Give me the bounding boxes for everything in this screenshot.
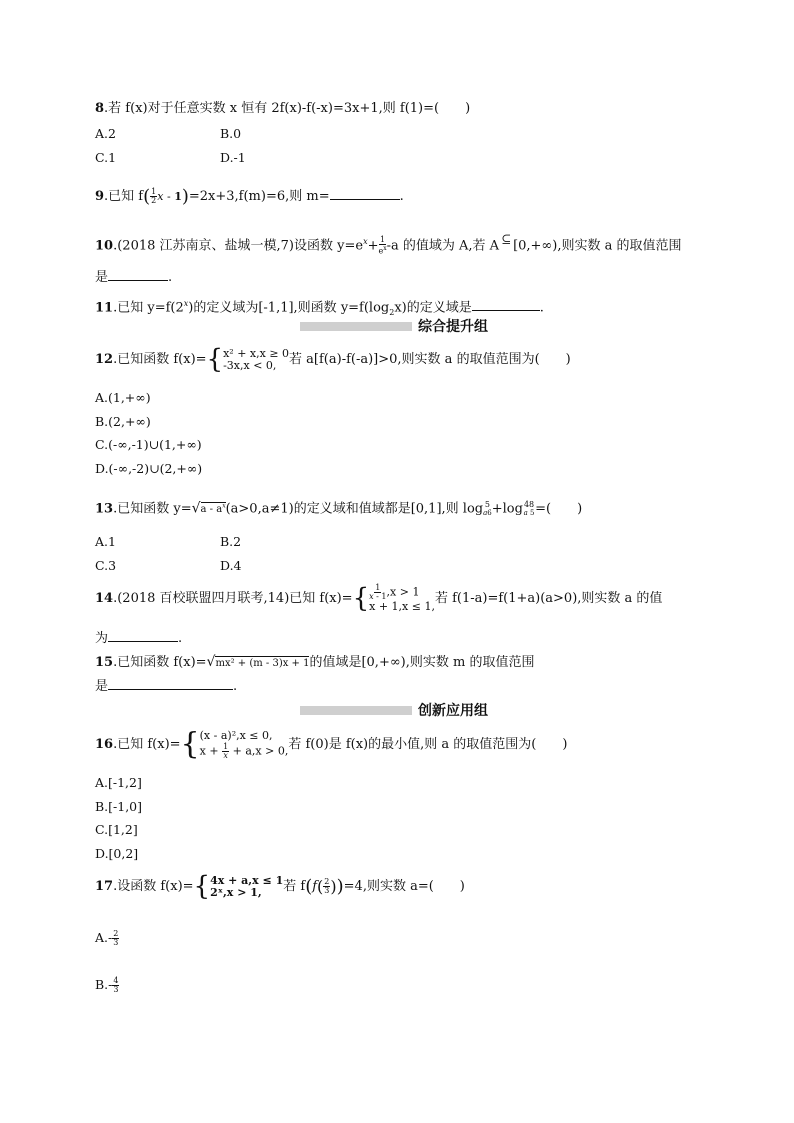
option-c: C.3 — [95, 558, 117, 573]
question-text-tail: 若 a[f(a)-f(-a)]>0,则实数 a 的取值范围为( ) — [289, 352, 571, 367]
square-root: mx² + (m - 3)x + 1 — [215, 658, 310, 669]
question-text: .已知 f(x)= — [113, 737, 181, 752]
option-d: D.(-∞,-2)∪(2,+∞) — [95, 461, 203, 476]
section-title: 综合提升组 — [418, 319, 488, 335]
piecewise-cases: 4x + a,x ≤ 1 2ˣ,x > 1, — [210, 873, 284, 899]
question-text-tail: =2x+3,f(m)=6,则 m= — [188, 189, 330, 204]
option-b: B.2 — [220, 534, 242, 549]
option-a: A.- $\frac{2}{3}$ — [95, 929, 119, 947]
question-8 — [95, 101, 470, 117]
question-number: 15 — [95, 655, 114, 670]
question-text-tail: 的值域是[0,+∞),则实数 m 的取值范围 — [309, 655, 535, 670]
option-b: B.- $\frac{4}{3}$ — [95, 976, 119, 994]
answer-blank[interactable] — [108, 629, 178, 642]
section-header-innovation — [300, 700, 488, 720]
answer-blank[interactable] — [330, 187, 400, 200]
question-text-tail: 若 f(0)是 f(x)的最小值,则 a 的取值范围为( ) — [288, 737, 568, 752]
question-11: 11.已知 $y=f(2^x)$的定义域为[-1,1],则函数 $y=f(\log_2x)$的定义域是 . — [95, 299, 544, 317]
option-d: D.4 — [220, 558, 242, 573]
question-number: 8 — [95, 101, 105, 116]
fraction-one-half: $\frac{1}{2}$ — [151, 187, 157, 205]
question-number: 12 — [95, 352, 114, 367]
question-text: .已知函数 f(x)= — [113, 352, 207, 367]
question-number: 14 — [95, 591, 114, 606]
question-12: 12.已知函数 f(x)={ x² + x,x ≥ 0 -3x,x < 0, 若 a[f(a)-f(-a)]>0,则实数 a 的取值范围为( ) — [95, 344, 571, 375]
question-14: 14.(2018 百校联盟四月联考,14)已知 f(x)={ $\frac{1}{x - 1}$ ,x > 1 x + 1,x ≤ 1, 若 f(1-a)=f(1+a)(a>0),则实数 a 的值 — [95, 583, 663, 614]
option-b: B.0 — [220, 126, 242, 141]
question-text-tail: =4,则实数 a=( ) — [343, 879, 465, 894]
question-10-line2: 是 . — [95, 270, 173, 285]
question-9: 9.已知 f( $\frac{1}{2}$ x - 1)=2x+3,f(m)=6,则 m= . — [95, 186, 404, 207]
fraction: $\frac{1}{e^x}$ — [378, 235, 387, 256]
question-text-after: [0,+∞),则实数 a 的取值范围 — [513, 238, 682, 254]
section-bar — [300, 322, 412, 331]
question-text: .(2018 江苏南京、盐城一模,7)设函数 y=e — [113, 238, 364, 254]
question-number: 11 — [95, 300, 114, 316]
option-a: A.1 — [95, 534, 116, 549]
option-c: C.1 — [95, 150, 117, 165]
question-text: .已知 y=f(2 — [113, 300, 184, 316]
question-text: .已知函数 y= — [113, 501, 192, 517]
section-title: 创新应用组 — [418, 703, 488, 719]
piecewise-cases: $\frac{1}{x - 1}$ ,x > 1 x + 1,x ≤ 1, — [369, 583, 435, 613]
question-13: 13.已知函数 $y=√a - a^x(a>0,a\ne 1)$的定义域和值域都是[0,1],则 log 5 a6 +log 48 a 5 =( ) — [95, 499, 583, 517]
option-c: C.[1,2] — [95, 822, 138, 837]
question-15: 15.已知函数 f(x)=√mx² + (m - 3)x + 1的值域是[0,+∞),则实数 m 的取值范围 — [95, 654, 535, 670]
question-text: .已知 f — [104, 189, 144, 204]
question-number: 10 — [95, 238, 114, 254]
square-root: a - $a^x$ — [200, 503, 226, 516]
question-text-tail: 若 f(1-a)=f(1+a)(a>0),则实数 a 的值 — [434, 591, 663, 606]
question-15-line2: 是 . — [95, 679, 238, 694]
question-number: 16 — [95, 737, 114, 752]
question-text: .已知函数 f(x)= — [113, 655, 207, 670]
option-c: C.(-∞,-1)∪(1,+∞) — [95, 437, 202, 452]
fraction-48-fifths: 48 a 5 — [523, 499, 535, 517]
answer-blank[interactable] — [108, 268, 168, 281]
option-b: B.[-1,0] — [95, 799, 143, 814]
answer-blank[interactable] — [108, 677, 233, 690]
option-a: A.(1,+∞) — [95, 390, 151, 405]
question-10: 10.(2018 江苏南京、盐城一模,7)设函数 $y=e^x+$ $\frac{1}{e^x}$ -a 的值域为 A,若 A ⊆ [0,+∞),则实数 a 的取值范围 — [95, 232, 681, 256]
option-b: B.(2,+∞) — [95, 414, 151, 429]
fraction-two-thirds: $\frac{2}{3}$ — [324, 877, 330, 895]
option-a: A.2 — [95, 126, 116, 141]
answer-blank[interactable] — [472, 298, 540, 311]
question-text: .(2018 百校联盟四月联考,14)已知 f(x)= — [113, 591, 353, 606]
fraction-five-sixths: 5 a6 — [483, 499, 492, 517]
question-number: 17 — [95, 879, 114, 894]
subset-symbol: ⊆ — [501, 232, 512, 247]
question-number: 13 — [95, 501, 114, 517]
question-number: 9 — [95, 189, 105, 204]
question-16: 16.已知 f(x)={ (x - a)²,x ≤ 0, x + $\frac{1}{x}$ + a,x > 0, 若 f(0)是 f(x)的最小值,则 a 的取值范围为( ) — [95, 726, 568, 762]
question-text: .若 f(x)对于任意实数 x 恒有 2f(x)-f(-x)=3x+1,则 f(1)=( ) — [104, 101, 471, 116]
option-a: A.[-1,2] — [95, 775, 142, 790]
question-text-mid: -a 的值域为 A,若 A — [386, 238, 500, 254]
fraction-two-thirds: $\frac{2}{3}$ — [113, 929, 119, 947]
piecewise-cases: x² + x,x ≥ 0 -3x,x < 0, — [223, 346, 290, 372]
fraction-four-thirds: $\frac{4}{3}$ — [113, 976, 119, 994]
section-header-comprehensive — [300, 316, 488, 336]
piecewise-cases: (x - a)²,x ≤ 0, x + $\frac{1}{x}$ + a,x > 0, — [199, 729, 289, 760]
question-17: 17.设函数 f(x)={ 4x + a,x ≤ 1 2ˣ,x > 1, 若 f(f( $\frac{2}{3}$ ))=4,则实数 a=( ) — [95, 871, 465, 902]
question-text: .设函数 f(x)= — [113, 879, 194, 894]
section-bar — [300, 706, 412, 715]
option-d: D.[0,2] — [95, 846, 139, 861]
option-d: D.-1 — [220, 150, 246, 165]
question-14-line2: 为 . — [95, 631, 183, 646]
